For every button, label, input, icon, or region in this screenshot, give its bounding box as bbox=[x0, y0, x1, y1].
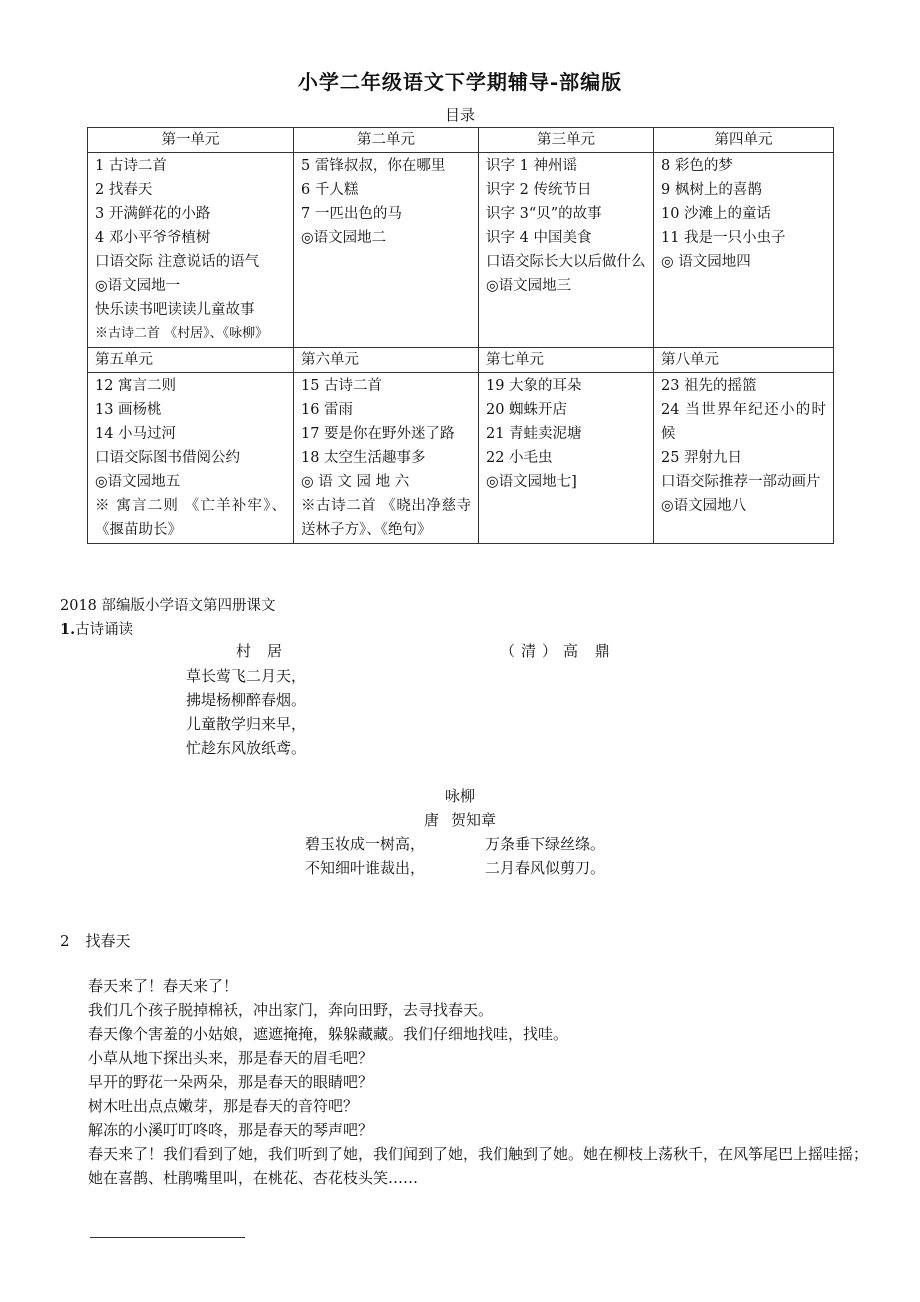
paragraph: 春天来了！我们看到了她，我们听到了她，我们闻到了她，我们触到了她。她在柳枝上荡秋千，在风筝尾巴上摇哇摇；她在喜鹊、杜鹃嘴里叫，在桃花、杏花枝头笑…… bbox=[88, 1145, 869, 1187]
poem-line: 二月春风似剪刀。 bbox=[485, 859, 606, 877]
toc-item: 16 雷雨 bbox=[301, 402, 354, 418]
toc-item: 10 沙滩上的童话 bbox=[661, 206, 772, 222]
paragraph: 我们几个孩子脱掉棉袄，冲出家门，奔向田野，去寻找春天。 bbox=[88, 1001, 494, 1019]
poem-line: 不知细叶谁裁出， bbox=[305, 859, 426, 877]
toc-item: 7 一匹出色的马 bbox=[301, 206, 402, 222]
toc-item: ◎语文园地八 bbox=[661, 498, 747, 514]
unit-1-header: 第一单元 bbox=[88, 128, 294, 153]
toc-item: 21 青蛙卖泥塘 bbox=[486, 426, 582, 442]
toc-item: 识字 1 神州谣 bbox=[486, 158, 577, 174]
unit-8-cell bbox=[654, 373, 834, 544]
lesson-1-heading bbox=[60, 618, 133, 639]
toc-item: ◎ 语 文 园 地 六 bbox=[301, 474, 410, 490]
unit-5-cell bbox=[88, 373, 294, 544]
toc-item: ◎语文园地五 bbox=[95, 474, 181, 490]
unit-3-cell bbox=[479, 153, 654, 348]
toc-item: 5 雷锋叔叔，你在哪里 bbox=[301, 158, 446, 174]
toc-item: 6 千人糕 bbox=[301, 182, 359, 198]
document-title: 小学二年级语文下学期辅导-部编版 bbox=[297, 70, 623, 94]
toc-item: ◎语文园地二 bbox=[301, 230, 387, 246]
lesson-1-number: 1. bbox=[60, 621, 76, 638]
lesson-2-title: 找春天 bbox=[85, 932, 131, 950]
lesson-2-number: 2 bbox=[60, 932, 70, 950]
poem-2-dynasty: 唐 bbox=[423, 811, 439, 829]
poem-line: 拂堤杨柳醉春烟。 bbox=[186, 691, 307, 709]
unit-4-header: 第四单元 bbox=[654, 128, 834, 153]
unit-5-header: 第五单元 bbox=[88, 348, 294, 373]
toc-item: 15 古诗二首 bbox=[301, 378, 383, 394]
unit-8-header: 第八单元 bbox=[654, 348, 834, 373]
toc-item: ◎语文园地一 bbox=[95, 278, 181, 294]
toc-item: 识字 2 传统节日 bbox=[486, 182, 592, 198]
toc-item: ◎语文园地三 bbox=[486, 278, 572, 294]
toc-item: 19 大象的耳朵 bbox=[486, 378, 582, 394]
toc-item: 14 小马过河 bbox=[95, 426, 177, 442]
unit-6-cell bbox=[294, 373, 479, 544]
paragraph: 春天来了！春天来了！ bbox=[88, 977, 239, 995]
toc-content-row-2 bbox=[88, 373, 834, 544]
poem-line: 草长莺飞二月天， bbox=[186, 667, 307, 685]
poem-2-title: 咏柳 bbox=[444, 787, 475, 805]
toc-item: 2 找春天 bbox=[95, 182, 153, 198]
toc-item: 25 羿射九日 bbox=[661, 450, 743, 466]
toc-item: ◎语文园地七] bbox=[486, 474, 577, 490]
toc-item: 12 寓言二则 bbox=[95, 378, 177, 394]
toc-item: 13 画杨桃 bbox=[95, 402, 162, 418]
lesson-1-title: 古诗诵读 bbox=[75, 622, 134, 638]
toc-item: 17 要是你在野外迷了路 bbox=[301, 426, 455, 442]
toc-item: 8 彩色的梦 bbox=[661, 158, 733, 174]
toc-item: 18 太空生活趣事多 bbox=[301, 450, 426, 466]
paragraph: 春天像个害羞的小姑娘，遮遮掩掩，躲躲藏藏。我们仔细地找哇，找哇。 bbox=[88, 1025, 569, 1043]
toc-item: 识字 4 中国美食 bbox=[486, 230, 592, 246]
section-heading: 2018 部编版小学语文第四册课文 bbox=[60, 598, 276, 614]
toc-header-row-1 bbox=[88, 128, 834, 153]
unit-2-header: 第二单元 bbox=[294, 128, 479, 153]
poem-2-author: 贺知章 bbox=[451, 811, 497, 829]
toc-item: 1 古诗二首 bbox=[95, 158, 167, 174]
toc-item: ※古诗二首 《村居》、《咏柳》 bbox=[95, 326, 269, 341]
lesson-2-text bbox=[88, 974, 868, 1190]
paragraph: 早开的野花一朵两朵，那是春天的眼睛吧？ bbox=[88, 1073, 374, 1091]
toc-table bbox=[87, 127, 834, 544]
toc-item: 20 蜘蛛开店 bbox=[486, 402, 568, 418]
poem-line: 儿童散学归来早， bbox=[186, 715, 307, 733]
paragraph: 树木吐出点点嫩芽，那是春天的音符吧？ bbox=[88, 1097, 359, 1115]
toc-item: 口语交际图书借阅公约 bbox=[95, 450, 240, 466]
toc-item: 4 邓小平爷爷植树 bbox=[95, 230, 211, 246]
toc-item: ※ 寓言二则 《亡羊补牢》、《揠苗助长》 bbox=[95, 498, 286, 538]
poem-line: 万条垂下绿丝绦。 bbox=[485, 835, 606, 853]
poem-1-body bbox=[186, 664, 306, 760]
toc-item: 口语交际推荐一部动画片 bbox=[661, 474, 821, 490]
toc-item: 口语交际 注意说话的语气 bbox=[95, 254, 260, 270]
paragraph: 小草从地下探出头来，那是春天的眉毛吧？ bbox=[88, 1049, 374, 1067]
toc-content-row-1 bbox=[88, 153, 834, 348]
unit-3-header: 第三单元 bbox=[479, 128, 654, 153]
toc-label: 目录 bbox=[444, 106, 475, 124]
unit-6-header: 第六单元 bbox=[294, 348, 479, 373]
poem-row bbox=[305, 832, 605, 856]
unit-7-header: 第七单元 bbox=[479, 348, 654, 373]
unit-1-cell bbox=[88, 153, 294, 348]
toc-item: 23 祖先的摇篮 bbox=[661, 378, 757, 394]
toc-header-row-2 bbox=[88, 348, 834, 373]
unit-4-cell bbox=[654, 153, 834, 348]
toc-item: 9 枫树上的喜鹊 bbox=[661, 182, 762, 198]
lesson-2-heading bbox=[60, 930, 131, 951]
unit-7-cell bbox=[479, 373, 654, 544]
poem-row bbox=[305, 856, 605, 880]
toc-item: 22 小毛虫 bbox=[486, 450, 553, 466]
paragraph: 解冻的小溪叮叮咚咚，那是春天的琴声吧？ bbox=[88, 1121, 374, 1139]
poem-1-title: 村居 bbox=[236, 642, 299, 660]
unit-2-cell bbox=[294, 153, 479, 348]
toc-item: 口语交际长大以后做什么 bbox=[486, 254, 646, 270]
footnote-rule bbox=[90, 1237, 245, 1238]
toc-item: 快乐读书吧读读儿童故事 bbox=[95, 302, 255, 318]
toc-item: 11 我是一只小虫子 bbox=[661, 230, 786, 246]
toc-item: 24 当世界年纪还小的时候 bbox=[661, 402, 826, 442]
toc-item: ※古诗二首 《晓出净慈寺送林子方》、《绝句》 bbox=[301, 498, 471, 538]
poem-line: 碧玉妆成一树高， bbox=[305, 835, 426, 853]
poem-2-byline bbox=[0, 809, 920, 830]
poem-line: 忙趁东风放纸鸢。 bbox=[186, 739, 307, 757]
poem-2-body bbox=[305, 832, 605, 880]
toc-item: ◎ 语文园地四 bbox=[661, 254, 751, 270]
toc-item: 识字 3“贝”的故事 bbox=[486, 206, 602, 222]
toc-item: 3 开满鲜花的小路 bbox=[95, 206, 211, 222]
poem-1-author: （清）高 鼎 bbox=[500, 642, 616, 660]
